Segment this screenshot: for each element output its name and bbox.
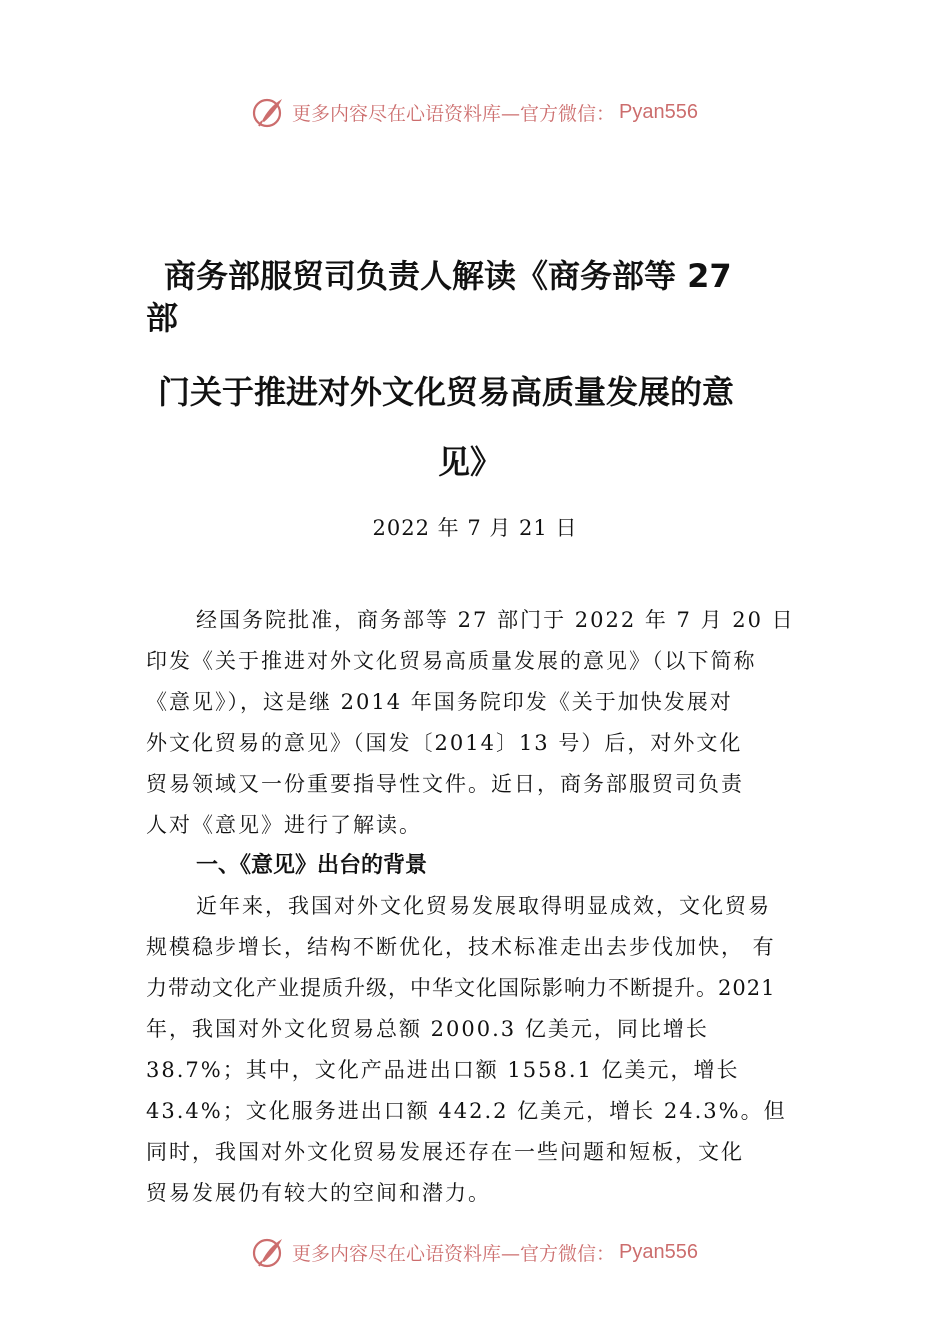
watermark-text: 更多内容尽在心语资料库—官方微信： — [292, 1242, 616, 1265]
quill-logo-icon — [252, 95, 286, 129]
title-line-1: 商务部服贸司负责人解读《商务部等 27 — [164, 257, 732, 295]
header-watermark — [0, 92, 950, 132]
section1-line: 同时，我国对外文化贸易发展还存在一些问题和短板，文化 — [146, 1140, 744, 1164]
intro-line: 外文化贸易的意见》（国发〔2014〕13 号）后，对外文化 — [146, 731, 743, 755]
watermark-account: Pyan556 — [619, 100, 698, 123]
section1-line: 规模稳步增长，结构不断优化，技术标准走出去步伐加快， 有 — [146, 935, 776, 959]
watermark-account: Pyan556 — [619, 1240, 698, 1263]
quill-logo-icon — [252, 1235, 286, 1269]
intro-line: 人对《意见》进行了解读。 — [146, 813, 422, 837]
intro-line: 印发《关于推进对外文化贸易高质量发展的意见》（以下简称 — [146, 649, 757, 673]
intro-line: 贸易领域又一份重要指导性文件。近日，商务部服贸司负责 — [146, 772, 744, 796]
intro-line: 《意见》），这是继 2014 年国务院印发《关于加快发展对 — [146, 690, 733, 714]
section1-line: 贸易发展仍有较大的空间和潜力。 — [146, 1181, 491, 1205]
section1-line: 38.7%；其中，文化产品进出口额 1558.1 亿美元，增长 — [146, 1058, 740, 1082]
section-heading-1: 一、《意见》出台的背景 — [196, 853, 428, 878]
watermark-text: 更多内容尽在心语资料库—官方微信： — [292, 102, 616, 125]
title-line-2: 部 — [146, 299, 179, 337]
title-line-4: 见》 — [438, 443, 503, 481]
section1-line: 43.4%；文化服务进出口额 442.2 亿美元，增长 24.3%。但 — [146, 1099, 787, 1123]
section1-line: 近年来，我国对外文化贸易发展取得明显成效，文化贸易 — [196, 894, 771, 918]
intro-line: 经国务院批准，商务部等 27 部门于 2022 年 7 月 20 日 — [196, 608, 795, 632]
title-line-3: 门关于推进对外文化贸易高质量发展的意 — [158, 373, 735, 411]
document-date: 2022 年 7 月 21 日 — [372, 516, 578, 540]
section1-line: 力带动文化产业提质升级，中华文化国际影响力不断提升。2021 — [146, 976, 776, 1000]
footer-watermark — [0, 1232, 950, 1272]
section1-line: 年，我国对外文化贸易总额 2000.3 亿美元，同比增长 — [146, 1017, 709, 1041]
